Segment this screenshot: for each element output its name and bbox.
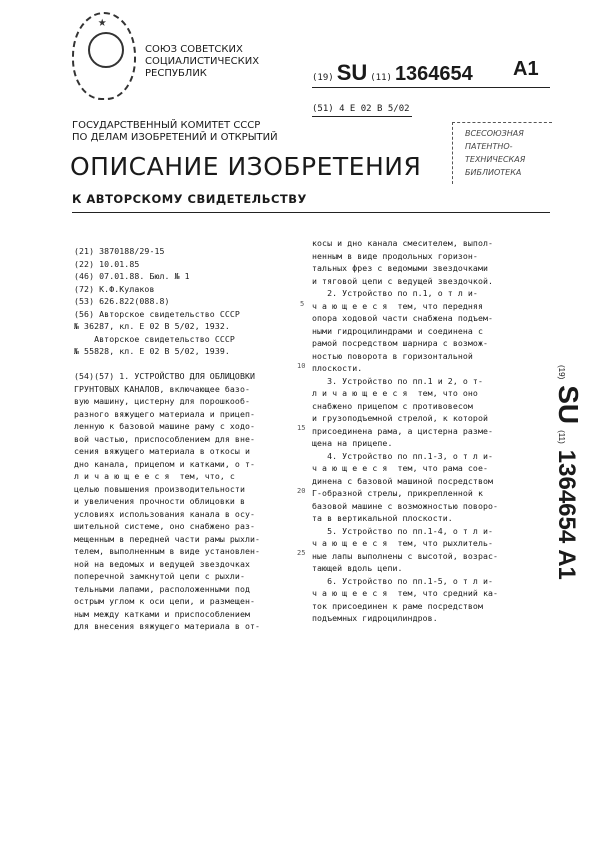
text-line: л и ч а ю щ е е с я тем, что оно [312, 388, 478, 398]
text-line: целью повышения производительности [74, 483, 245, 494]
text-line: ненным в виде продольных горизон- [312, 250, 478, 261]
claims-column [312, 237, 548, 625]
stamp-line: БИБЛИОТЕКА [465, 168, 522, 177]
text-line: и увеличения прочности облицовки в [74, 496, 245, 506]
ipc-classification: (51) 4 E 02 B 5/02 [312, 104, 410, 114]
text-line: разного вяжущего материала и прицеп- [74, 408, 256, 419]
text-line: Г-образной стрелы, прикрепленной к [312, 488, 483, 498]
text-line: рамой посредством шарнира с возмож- [312, 338, 489, 348]
org-line: СОЮЗ СОВЕТСКИХ [145, 44, 243, 55]
text-line: ГРУНТОВЫХ КАНАЛОВ, включающее базо- [74, 383, 251, 394]
side-kind: A1 [553, 549, 580, 580]
org-line: РЕСПУБЛИК [145, 68, 207, 79]
org-line: СОЦИАЛИСТИЧЕСКИХ [145, 56, 260, 67]
line-number: 25 [297, 549, 306, 557]
library-stamp [452, 122, 552, 184]
side-code-19: (19) [557, 365, 566, 380]
text-line: подъемных гидроцилиндров. [312, 613, 438, 623]
bibliographic-and-claim-column [74, 245, 306, 633]
document-subtitle: К АВТОРСКОМУ СВИДЕТЕЛЬСТВУ [72, 192, 307, 206]
gov-line: ГОСУДАРСТВЕННЫЙ КОМИТЕТ СССР [72, 120, 261, 131]
text-line: л и ч а ю щ е е с я тем, что, с [74, 471, 235, 481]
text-line: (46) 07.01.88. Бюл. № 1 [74, 271, 190, 281]
text-line: 5. Устройство по пп.1-4, о т л и- [312, 525, 494, 536]
text-line: поперечной замкнутой цепи с рыхли- [74, 571, 245, 581]
text-line: телем, выполненным в виде установлен- [74, 546, 261, 556]
text-line: Авторское свидетельство СССР [74, 333, 235, 344]
text-line: и грузоподъемной стрелой, к которой [312, 413, 489, 423]
text-line: (72) К.Ф.Кулаков [74, 283, 155, 294]
line-number: 15 [297, 424, 306, 432]
text-line: для внесения вяжущего материала в от- [74, 621, 261, 631]
text-line: мещенным в передней части рамы рыхли- [74, 533, 261, 544]
text-line: ной на ведомых и ведущей звездочках [74, 558, 251, 569]
text-line: (56) Авторское свидетельство СССР [74, 308, 240, 319]
text-line: шительной системе, оно снабжено раз- [74, 521, 256, 531]
text-line: ч а ю щ е е с я тем, что передняя [312, 300, 483, 311]
text-line: щена на прицепе. [312, 438, 393, 448]
text-line: ным между катками и приспособлением [74, 608, 251, 619]
text-line: тельными лапами, расположенными под [74, 583, 251, 594]
text-line: ч а ю щ е е с я тем, что рама сое- [312, 463, 489, 473]
text-line: косы и дно канала смесителем, выпол- [312, 238, 494, 248]
text-line [74, 358, 306, 371]
side-number: 1364654 [553, 449, 580, 544]
text-line: (22) 10.01.85 [74, 258, 140, 269]
state-emblem-icon [72, 12, 136, 100]
gov-line: ПО ДЕЛАМ ИЗОБРЕТЕНИЙ И ОТКРЫТИЙ [72, 132, 278, 143]
text-line: острым углом к оси цепи, и размещен- [74, 596, 256, 606]
government-committee [72, 120, 278, 144]
text-line: № 55828, кл. E 02 B 5/02, 1939. [74, 346, 230, 356]
stamp-line: ПАТЕНТНО- [465, 142, 513, 151]
stamp-line: ТЕХНИЧЕСКАЯ [465, 155, 526, 164]
text-line: опора ходовой части снабжена подъем- [312, 313, 494, 323]
header-rule [312, 87, 550, 88]
text-line: тальных фрез с ведомыми звездочками [312, 263, 489, 273]
text-line: сения вяжущего материала в откосы и [74, 446, 251, 456]
text-line: и тяговой цепи с ведущей звездочкой. [312, 275, 494, 286]
title-rule [72, 212, 550, 213]
side-patent-mark [536, 365, 596, 683]
document-title: ОПИСАНИЕ ИЗОБРЕТЕНИЯ [70, 152, 422, 181]
document-kind: A1 [513, 58, 539, 80]
text-line: снабжено прицепом с противовесом [312, 400, 473, 411]
text-line: ными гидроцилиндрами и соединена с [312, 325, 483, 336]
text-line: дно канала, прицепом и катками, о т- [74, 458, 256, 469]
line-number: 20 [297, 487, 306, 495]
text-line: 6. Устройство по пп.1-5, о т л и- [312, 575, 494, 586]
country-code: SU [336, 60, 368, 85]
text-line: присоединена рама, а цистерна разме- [312, 425, 494, 436]
stamp-line: ВСЕСОЮЗНАЯ [465, 129, 524, 138]
ipc-rule [312, 116, 412, 117]
text-line: динена с базовой машиной посредством [312, 475, 494, 486]
text-line: та в вертикальной плоскости. [312, 513, 453, 523]
text-line: 2. Устройство по п.1, о т л и- [312, 288, 478, 298]
text-line: 4. Устройство по пп.1-3, о т л и- [312, 450, 494, 461]
text-line: ч а ю щ е е с я тем, что средний ка- [312, 588, 499, 598]
side-code-11: (11) [557, 430, 566, 444]
side-country: SU [553, 385, 584, 425]
code-19: (19) [312, 73, 334, 83]
text-line: плоскости. [312, 363, 363, 373]
issuing-state [145, 44, 285, 80]
text-line: (53) 626.822(088.8) [74, 296, 170, 306]
text-line: ток присоединен к раме посредством [312, 600, 483, 611]
text-line: ленную к базовой машине раму с ходо- [74, 421, 256, 431]
text-line: условиях использования канала в осу- [74, 508, 256, 519]
text-line: ные лапы выполнены с высотой, возрас- [312, 550, 499, 561]
text-line: ностью поворота в горизонтальной [312, 350, 473, 361]
line-number: 10 [297, 362, 306, 370]
text-line: № 36287, кл. E 02 B 5/02, 1932. [74, 321, 230, 331]
text-line: вой частью, приспособлением для вне- [74, 433, 256, 444]
text-line: вую машину, цистерну для порошкооб- [74, 396, 251, 406]
code-11: (11) [370, 73, 392, 83]
line-number: 5 [300, 300, 305, 308]
text-line: тающей вдоль цепи. [312, 563, 403, 573]
text-line: (54)(57) 1. УСТРОЙСТВО ДЛЯ ОБЛИЦОВКИ [74, 371, 256, 381]
text-line: ч а ю щ е е с я тем, что рыхлитель- [312, 538, 494, 548]
text-line: 3. Устройство по пп.1 и 2, о т- [312, 375, 483, 386]
text-line: базовой машине с возможностью поворо- [312, 500, 499, 511]
patent-number: 1364654 [394, 63, 473, 85]
patent-number-block [312, 60, 473, 86]
text-line: (21) 3870188/29-15 [74, 246, 165, 256]
